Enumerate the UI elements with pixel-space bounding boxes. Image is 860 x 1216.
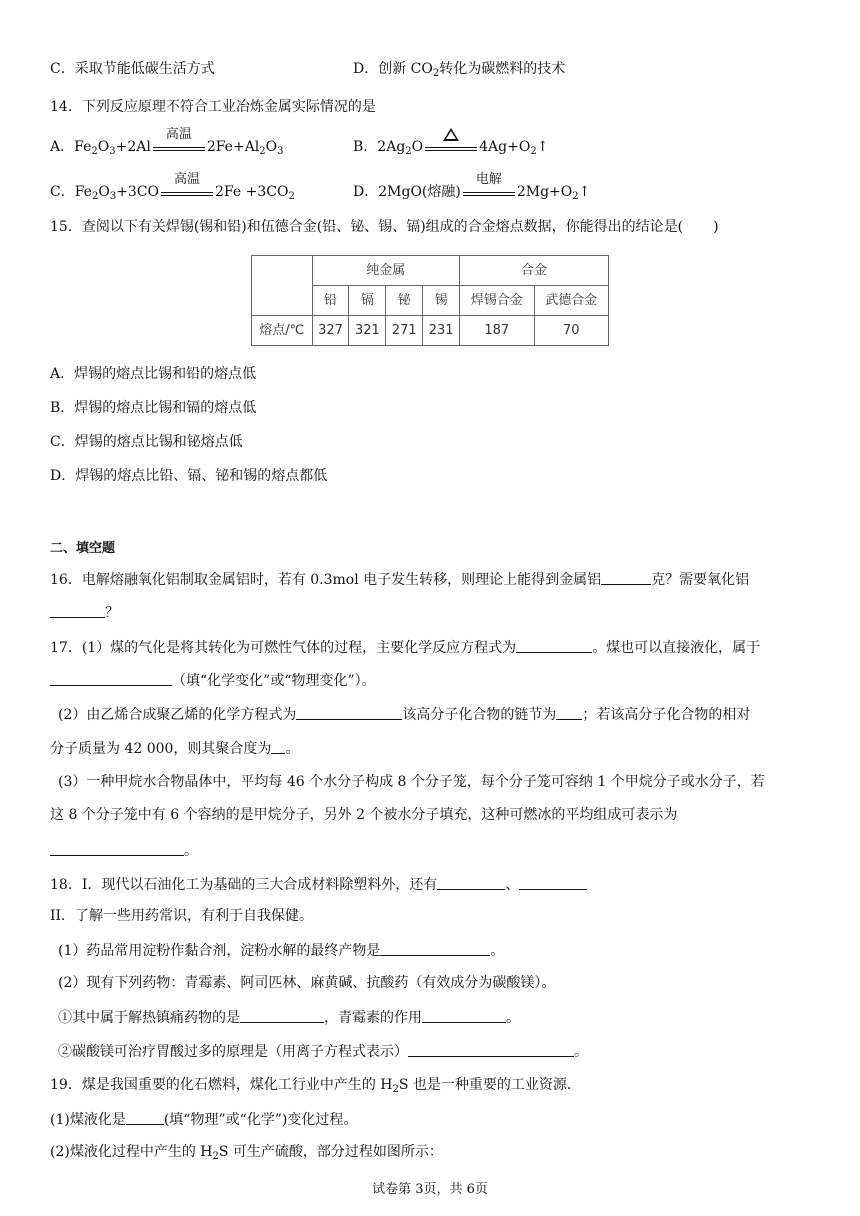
page-footer: 试卷第 3页，共 6页 [372,1182,488,1197]
table-header: 铅 [312,286,349,316]
q14-option-d: D．2MgO(熔融) 电解 $2Mg+O_2↑$ [353,172,591,202]
q17-p1: 17．(1）煤的气化是将其转化为可燃性气体的过程，主要化学反应方程式为 。煤也可以直接液化，属于 [50,640,761,656]
answer-blank[interactable] [437,876,505,890]
table-cell: 321 [349,316,386,346]
q18-part-ii: II．了解一些用药常识，有利于自我保健。 [50,908,314,924]
q17-p3: (3）一种甲烷水合物晶体中，平均每 46 个水分子构成 8 个分子笼，每个分子笼可容纳 1 个甲烷分子或水分子，若 [58,774,765,790]
q17-p1-cont: （填“化学变化”或“物理变化”）。 [50,672,376,690]
table-cell: 271 [386,316,423,346]
table-header: 武德合金 [534,286,608,316]
q15-option-b: B．焊锡的熔点比锡和镉的熔点低 [50,400,257,416]
q18-p2: (2）现有下列药物：青霉素、阿司匹林、麻黄碱、抗酸药（有效成分为碳酸镁）。 [58,975,556,991]
answer-blank[interactable] [556,706,582,720]
q14-option-a: A．$Fe_2O_3+2Al$ 高温 $2Fe+Al_2O_3$ [50,127,284,157]
answer-blank[interactable] [296,706,402,720]
q15-option-d: D．焊锡的熔点比铅、镉、铋和锡的熔点都低 [50,468,328,484]
answer-blank[interactable] [50,842,184,856]
q18-sub2: ②碳酸镁可治疗胃酸过多的原理是（用离子方程式表示） 。 [58,1044,588,1060]
q15-stem: 15．查阅以下有关焊锡(锡和铅)和伍德合金(铅、铋、锡、镉)组成的合金熔点数据，你能得出的结论是( ) [50,219,719,235]
answer-blank[interactable] [516,639,592,653]
q19-p2: (2)煤液化过程中产生的 $H_2S$ 可生产硫酸，部分过程如图所示： [50,1144,443,1162]
table-corner [252,256,313,316]
answer-blank[interactable] [380,942,490,956]
table-group-pure: 纯金属 [312,256,460,286]
section-heading: 二、填空题 [50,541,116,556]
q18-part-i: 18．I．现代以石油化工为基础的三大合成材料除塑料外，还有 、 [50,876,587,894]
answer-blank[interactable] [50,604,105,618]
table-group-alloy: 合金 [460,256,609,286]
table-cell: 327 [312,316,349,346]
q14-option-b: B．$2Ag_2O$ $4Ag+O_2↑$ [353,136,548,156]
heat-triangle-icon [425,136,477,154]
q18-p1: (1）药品常用淀粉作黏合剂，淀粉水解的最终产物是 。 [58,943,505,959]
table-header: 铋 [386,286,423,316]
q18-sub1: ①其中属于解热镇痛药物的是 ，青霉素的作用 。 [58,1010,520,1026]
answer-blank[interactable] [50,672,172,686]
table-cell: 231 [423,316,460,346]
answer-blank[interactable] [408,1043,574,1057]
answer-blank[interactable] [601,571,651,585]
reaction-condition: 电解 [463,181,515,199]
answer-blank[interactable] [271,740,285,754]
answer-blank[interactable] [126,1111,164,1125]
q17-p3-answer: 。 [50,842,198,860]
answer-blank[interactable] [240,1009,324,1023]
q15-option-c: C．焊锡的熔点比锡和铋熔点低 [50,434,243,450]
q19-p1: (1)煤液化是 (填“物理”或“化学”)变化过程。 [50,1112,358,1128]
q17-p3-cont: 这 8 个分子笼中有 6 个容纳的是甲烷分子，另外 2 个被水分子填充，这种可燃冰的平均组成可表示为 [50,807,678,823]
q15-option-a: A．焊锡的熔点比锡和铅的熔点低 [50,366,257,382]
table-header: 镉 [349,286,386,316]
q13-option-c: C．采取节能低碳生活方式 [50,61,215,77]
q13-option-d: D．创新 $CO_2$转化为碳燃料的技术 [353,61,566,79]
table-cell: 70 [534,316,608,346]
melting-point-table [251,255,609,346]
answer-blank[interactable] [519,876,587,890]
reaction-condition: 高温 [161,181,213,199]
q17-p2: (2）由乙烯合成聚乙烯的化学方程式为 该高分子化合物的链节为 ；若该高分子化合物的相对 [58,707,751,723]
q14-option-c: C．$Fe_2O_3+3CO$ 高温 $2Fe +3CO_2$ [50,172,295,202]
q17-p2-cont: 分子质量为 42 000，则其聚合度为 。 [50,741,300,757]
table-header: 焊锡合金 [460,286,534,316]
table-cell: 187 [460,316,534,346]
q19-stem: 19．煤是我国重要的化石燃料，煤化工行业中产生的 $H_2S$ 也是一种重要的工业资源． [50,1077,581,1095]
table-header: 锡 [423,286,460,316]
table-row-label: 熔点/℃ [252,316,313,346]
answer-blank[interactable] [422,1009,506,1023]
q14-stem: 14．下列反应原理不符合工业冶炼金属实际情况的是 [50,99,376,115]
reaction-condition: 高温 [153,136,205,154]
q16-line1: 16．电解熔融氧化铝制取金属铝时，若有 0.3mol 电子发生转移，则理论上能得到金属铝 克？需要氧化铝 [50,572,750,588]
q16-line2: ？ [50,604,119,622]
